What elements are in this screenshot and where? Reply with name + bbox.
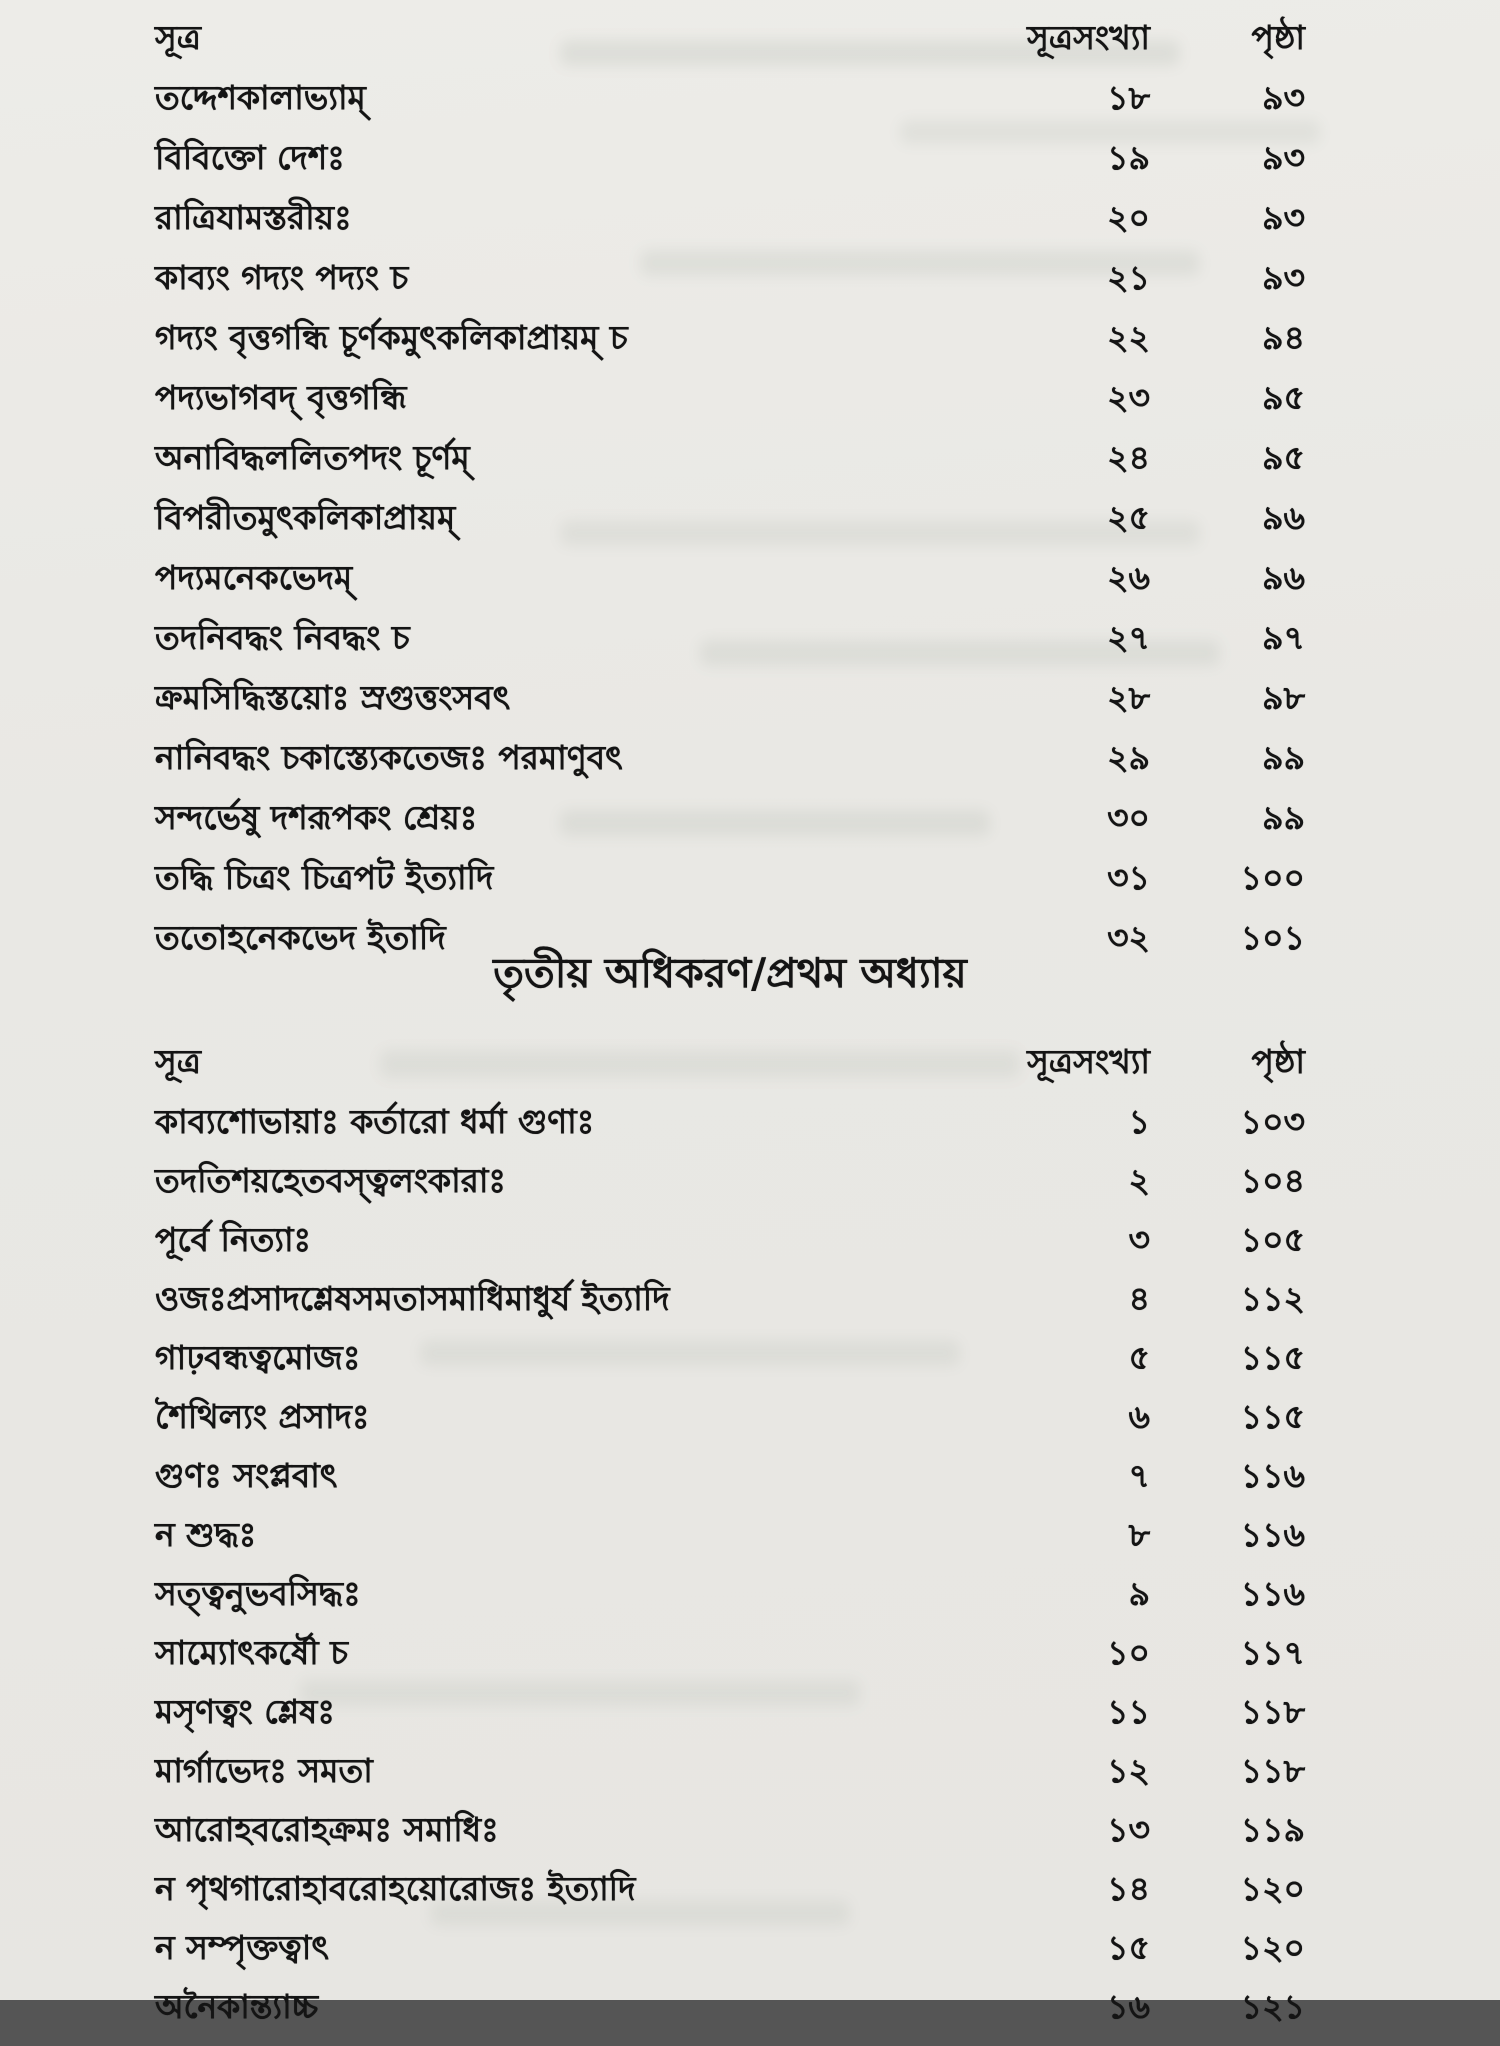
sutra-text: শৈথিল্যং প্রসাদঃ — [155, 1397, 370, 1436]
page-number: ৯৬ — [1262, 558, 1305, 597]
table-row — [155, 1810, 1305, 1869]
table-row — [155, 678, 1305, 738]
page-number: ৯৪ — [1262, 318, 1305, 357]
page-number: ৯৯ — [1262, 738, 1305, 777]
table-row — [155, 1751, 1305, 1810]
page-number: ৯৯ — [1262, 798, 1305, 837]
page-number: ৯৩ — [1262, 198, 1305, 237]
table-row — [155, 1869, 1305, 1928]
toc-table-section-2 — [155, 1102, 1305, 2046]
page-number: ৯৬ — [1262, 498, 1305, 537]
sutra-number: ২৮ — [1107, 678, 1150, 717]
page-number: ৯৫ — [1262, 378, 1305, 417]
table-row — [155, 558, 1305, 618]
sutra-number: ১৯ — [1107, 138, 1150, 177]
table-row — [155, 798, 1305, 858]
sutra-number: ১১ — [1107, 1692, 1150, 1731]
sutra-number: ২৩ — [1107, 378, 1150, 417]
sutra-text: মসৃণত্বং শ্লেষঃ — [155, 1692, 335, 1731]
table-header-section-2 — [155, 1042, 1305, 1082]
sutra-text: ন শুদ্ধঃ — [155, 1515, 257, 1554]
page-number: ৯৮ — [1262, 678, 1305, 717]
sutra-text: পদ্যমনেকভেদম্ — [155, 558, 353, 597]
column-header-sutra-number: সূত্রসংখ্যা — [1027, 1042, 1150, 1081]
table-row — [155, 378, 1305, 438]
table-row — [155, 858, 1305, 918]
page-number: ১০৫ — [1240, 1220, 1305, 1259]
sutra-text: অনাবিদ্ধললিতপদং চূর্ণম্ — [155, 438, 470, 477]
page-number: ১০১ — [1240, 918, 1305, 957]
page-number: ১১৯ — [1240, 1810, 1305, 1849]
sutra-text: কাব্যং গদ্যং পদ্যং চ — [155, 258, 409, 297]
sutra-number: ২১ — [1107, 258, 1150, 297]
sutra-text: তদতিশয়হেতবস্ত্বলংকারাঃ — [155, 1161, 507, 1200]
sutra-text: আরোহবরোহক্রমঃ সমাধিঃ — [155, 1810, 499, 1849]
sutra-number: ১৫ — [1107, 1928, 1150, 1967]
sutra-number: ১৮ — [1107, 78, 1150, 117]
sutra-text: বিপরীতমুৎকলিকাপ্রায়ম্ — [155, 498, 456, 537]
table-row — [155, 1928, 1305, 1987]
table-row — [155, 1397, 1305, 1456]
page-number: ৯৭ — [1262, 618, 1305, 657]
column-header-sutra: সূত্র — [155, 1042, 202, 1081]
page-number: ১০৪ — [1240, 1161, 1305, 1200]
sutra-text: ততোহনেকভেদ ইতাদি — [155, 918, 446, 957]
page-number: ১১৫ — [1240, 1397, 1305, 1436]
page-number: ১১৭ — [1240, 1633, 1305, 1672]
sutra-number: ১ — [1128, 1102, 1150, 1141]
column-header-page: পৃষ্ঠা — [1251, 1042, 1305, 1081]
page-number: ৯৩ — [1262, 138, 1305, 177]
sutra-text: অনৈকান্ত্যাচ্চ — [155, 1987, 319, 2026]
table-row — [155, 738, 1305, 798]
sutra-text: সত্ত্বনুভবসিদ্ধঃ — [155, 1574, 361, 1613]
sutra-text: মার্গাভেদঃ সমতা — [155, 1751, 373, 1790]
sutra-number: ৫ — [1128, 1338, 1150, 1377]
column-header-page: পৃষ্ঠা — [1251, 18, 1305, 57]
page-number: ১২০ — [1240, 1928, 1305, 1967]
table-row — [155, 1574, 1305, 1633]
sutra-number: ৭ — [1128, 1456, 1150, 1495]
sutra-text: পূর্বে নিত্যাঃ — [155, 1220, 312, 1259]
table-row — [155, 1987, 1305, 2046]
sutra-text: ক্রমসিদ্ধিস্তয়োঃ স্রগুত্তংসবৎ — [155, 678, 511, 717]
table-row — [155, 1338, 1305, 1397]
sutra-text: নানিবদ্ধং চকাস্ত্যেকতেজঃ পরমাণুবৎ — [155, 738, 623, 777]
sutra-number: ২০ — [1107, 198, 1150, 237]
sutra-text: কাব্যশোভায়াঃ কর্তারো ধর্মা গুণাঃ — [155, 1102, 595, 1141]
page-number: ১০৩ — [1240, 1102, 1305, 1141]
sutra-text: গুণঃ সংপ্লবাৎ — [155, 1456, 338, 1495]
sutra-text: গাঢ়বন্ধত্বমোজঃ — [155, 1338, 361, 1377]
sutra-text: তদ্ধি চিত্রং চিত্রপট ইত্যাদি — [155, 858, 494, 897]
page-number: ১১৬ — [1240, 1574, 1305, 1613]
table-row — [155, 78, 1305, 138]
table-row — [155, 498, 1305, 558]
toc-table-section-1 — [155, 78, 1305, 978]
table-row — [155, 1456, 1305, 1515]
sutra-number: ৪ — [1128, 1279, 1150, 1318]
sutra-number: ২৬ — [1107, 558, 1150, 597]
sutra-number: ৮ — [1128, 1515, 1150, 1554]
page-number: ১২১ — [1240, 1987, 1305, 2026]
sutra-text: রাত্রিযামস্তরীয়ঃ — [155, 198, 352, 237]
section-heading: তৃতীয় অধিকরণ/প্রথম অধ্যায় — [493, 949, 967, 997]
table-row — [155, 1102, 1305, 1161]
sutra-number: ৬ — [1128, 1397, 1150, 1436]
sutra-text: ন সম্পৃক্তত্বাৎ — [155, 1928, 329, 1967]
sutra-number: ৩১ — [1107, 858, 1150, 897]
table-row — [155, 1633, 1305, 1692]
table-row — [155, 1220, 1305, 1279]
sutra-number: ৩ — [1128, 1220, 1150, 1259]
page-number: ১১২ — [1240, 1279, 1305, 1318]
sutra-number: ১০ — [1107, 1633, 1150, 1672]
sutra-text: ওজঃপ্রসাদশ্লেষসমতাসমাধিমাধুর্য ইত্যাদি — [155, 1279, 670, 1318]
sutra-number: ২৪ — [1107, 438, 1150, 477]
sutra-number: ৯ — [1128, 1574, 1150, 1613]
sutra-number: ১২ — [1107, 1751, 1150, 1790]
table-row — [155, 198, 1305, 258]
page-number: ৯৩ — [1262, 78, 1305, 117]
page-number: ৯৩ — [1262, 258, 1305, 297]
sutra-number: ২২ — [1107, 318, 1150, 357]
table-row — [155, 138, 1305, 198]
sutra-text: সন্দর্ভেষু দশরূপকং শ্রেয়ঃ — [155, 798, 478, 837]
sutra-number: ২৯ — [1107, 738, 1150, 777]
table-row — [155, 618, 1305, 678]
sutra-number: ১৪ — [1107, 1869, 1150, 1908]
sutra-number: ১৩ — [1107, 1810, 1150, 1849]
sutra-text: সাম্যোৎকর্ষৌ চ — [155, 1633, 349, 1672]
sutra-number: ৩২ — [1107, 918, 1150, 957]
page-number: ১০০ — [1240, 858, 1305, 897]
table-row — [155, 318, 1305, 378]
page-number: ১২০ — [1240, 1869, 1305, 1908]
sutra-number: ৩০ — [1107, 798, 1150, 837]
table-row — [155, 1692, 1305, 1751]
sutra-text: তদনিবদ্ধং নিবদ্ধং চ — [155, 618, 410, 657]
table-header-section-1 — [155, 18, 1305, 58]
table-row — [155, 1161, 1305, 1220]
sutra-number: ২৭ — [1107, 618, 1150, 657]
sutra-text: গদ্যং বৃত্তগন্ধি চূর্ণকমুৎকলিকাপ্রায়ম্ চ — [155, 318, 628, 357]
page-number: ১১৫ — [1240, 1338, 1305, 1377]
page-number: ৯৫ — [1262, 438, 1305, 477]
sutra-number: ২৫ — [1107, 498, 1150, 537]
column-header-sutra-number: সূত্রসংখ্যা — [1027, 18, 1150, 57]
page-number: ১১৬ — [1240, 1515, 1305, 1554]
sutra-text: বিবিক্তো দেশঃ — [155, 138, 345, 177]
sutra-text: ন পৃথগারোহাবরোহয়োরোজঃ ইত্যাদি — [155, 1869, 636, 1908]
sutra-text: পদ্যভাগবদ্ বৃত্তগন্ধি — [155, 378, 407, 417]
column-header-sutra: সূত্র — [155, 18, 202, 57]
table-row — [155, 1279, 1305, 1338]
table-row — [155, 258, 1305, 318]
page-number: ১১৮ — [1240, 1751, 1305, 1790]
table-row — [155, 1515, 1305, 1574]
sutra-text: তদ্দেশকালাভ্যাম্ — [155, 78, 366, 117]
page-number: ১১৮ — [1240, 1692, 1305, 1731]
sutra-number: ১৬ — [1107, 1987, 1150, 2026]
page-number: ১১৬ — [1240, 1456, 1305, 1495]
table-row — [155, 438, 1305, 498]
sutra-number: ২ — [1128, 1161, 1150, 1200]
